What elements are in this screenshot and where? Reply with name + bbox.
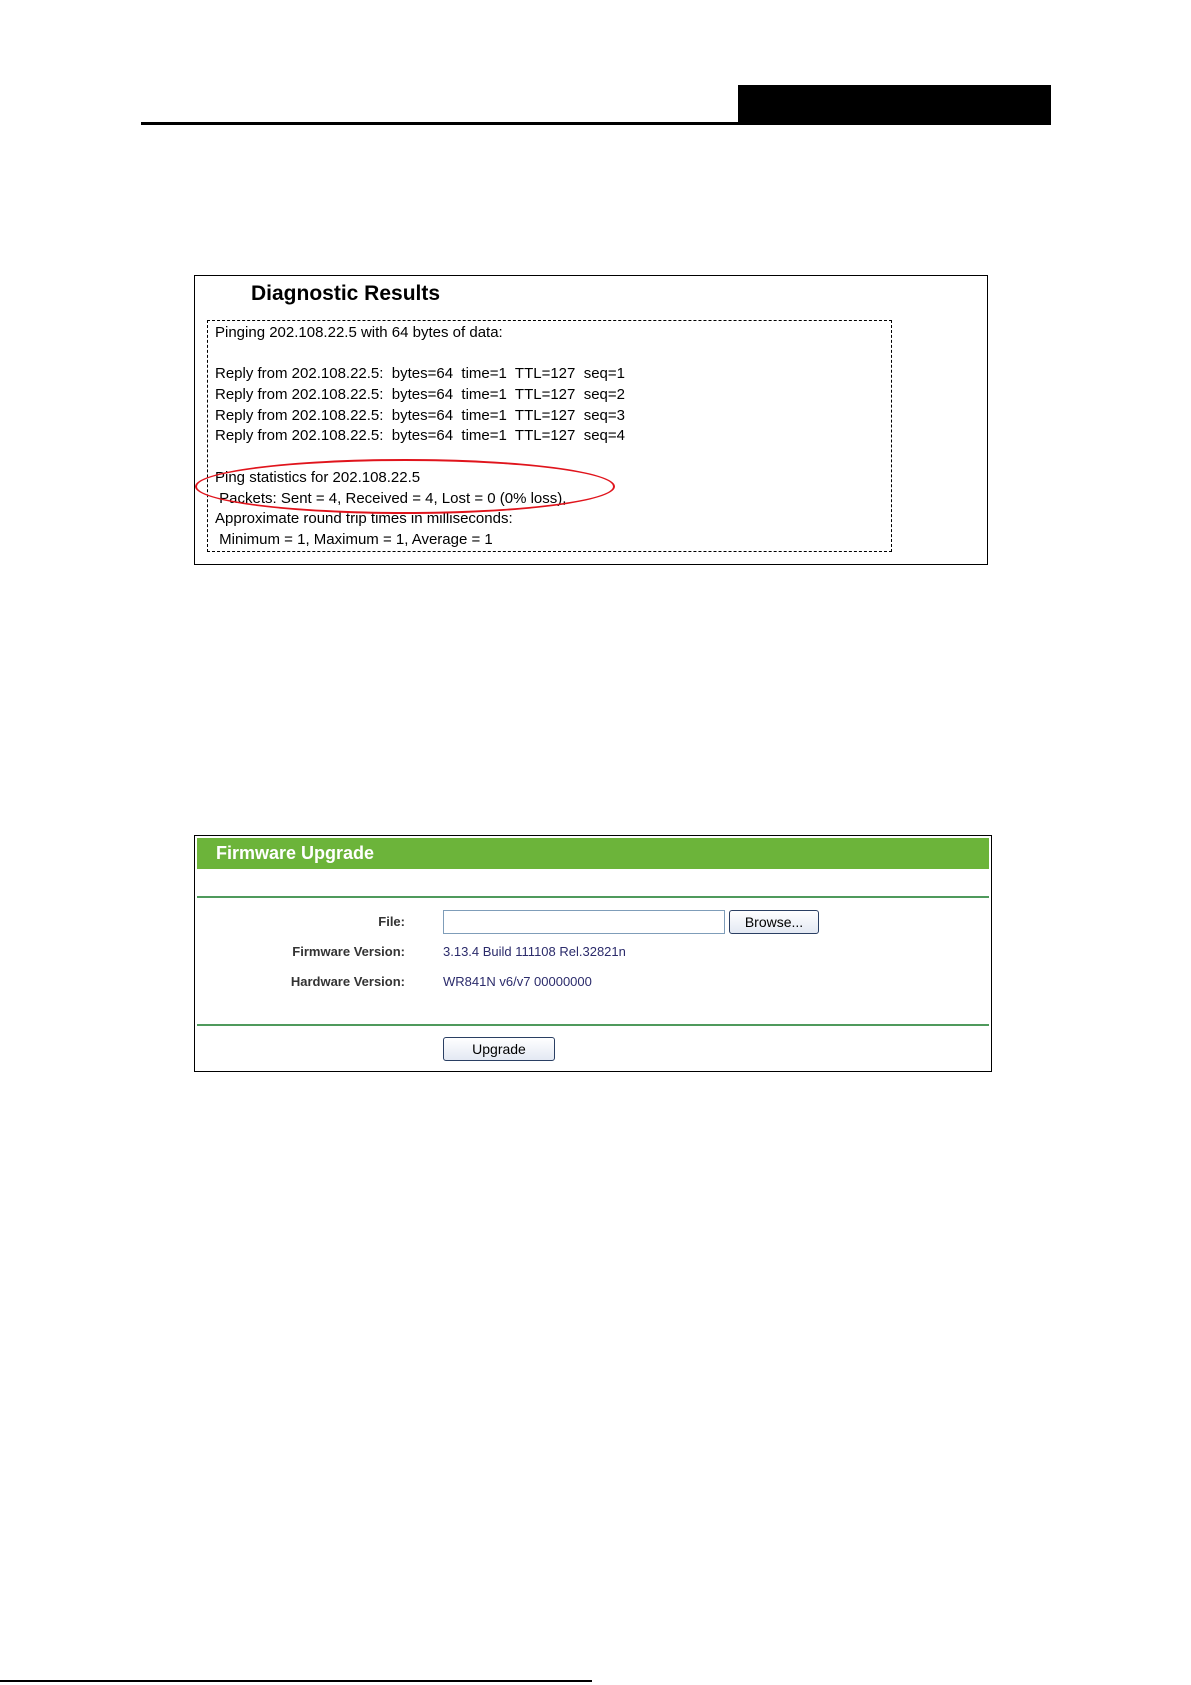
header-rule xyxy=(141,122,1051,125)
firmware-upgrade-panel xyxy=(194,835,992,1072)
footer-rule xyxy=(0,1680,592,1682)
diag-line: Packets: Sent = 4, Received = 4, Lost = 0 (0% loss), xyxy=(215,490,567,507)
file-input[interactable] xyxy=(443,910,725,934)
section-divider xyxy=(197,896,989,898)
diag-line: Reply from 202.108.22.5: bytes=64 time=1 TTL=127 seq=3 xyxy=(215,407,625,424)
diag-line: Reply from 202.108.22.5: bytes=64 time=1 TTL=127 seq=1 xyxy=(215,365,625,382)
firmware-version-value: 3.13.4 Build 111108 Rel.32821n xyxy=(443,944,626,959)
file-label: File: xyxy=(378,914,405,929)
header-black-block xyxy=(738,85,1051,124)
diag-line: Reply from 202.108.22.5: bytes=64 time=1 TTL=127 seq=4 xyxy=(215,427,625,444)
highlight-ellipse xyxy=(195,459,615,514)
diag-line: Ping statistics for 202.108.22.5 xyxy=(215,469,421,486)
section-divider xyxy=(197,1024,989,1026)
diag-line: Minimum = 1, Maximum = 1, Average = 1 xyxy=(215,531,493,548)
diagnostic-output-box xyxy=(207,320,892,552)
firmware-version-label: Firmware Version: xyxy=(292,944,405,959)
hardware-version-value: WR841N v6/v7 00000000 xyxy=(443,974,592,989)
browse-button[interactable]: Browse... xyxy=(729,910,819,934)
upgrade-button[interactable]: Upgrade xyxy=(443,1037,555,1061)
firmware-upgrade-title: Firmware Upgrade xyxy=(197,838,989,869)
diag-line: Approximate round trip times in milliseconds: xyxy=(215,510,513,527)
diag-line: Reply from 202.108.22.5: bytes=64 time=1 TTL=127 seq=2 xyxy=(215,386,625,403)
hardware-version-label: Hardware Version: xyxy=(290,974,405,989)
diag-line: Pinging 202.108.22.5 with 64 bytes of data: xyxy=(215,324,503,341)
diagnostic-results-title: Diagnostic Results xyxy=(251,282,441,305)
diagnostic-results-panel xyxy=(194,275,988,565)
